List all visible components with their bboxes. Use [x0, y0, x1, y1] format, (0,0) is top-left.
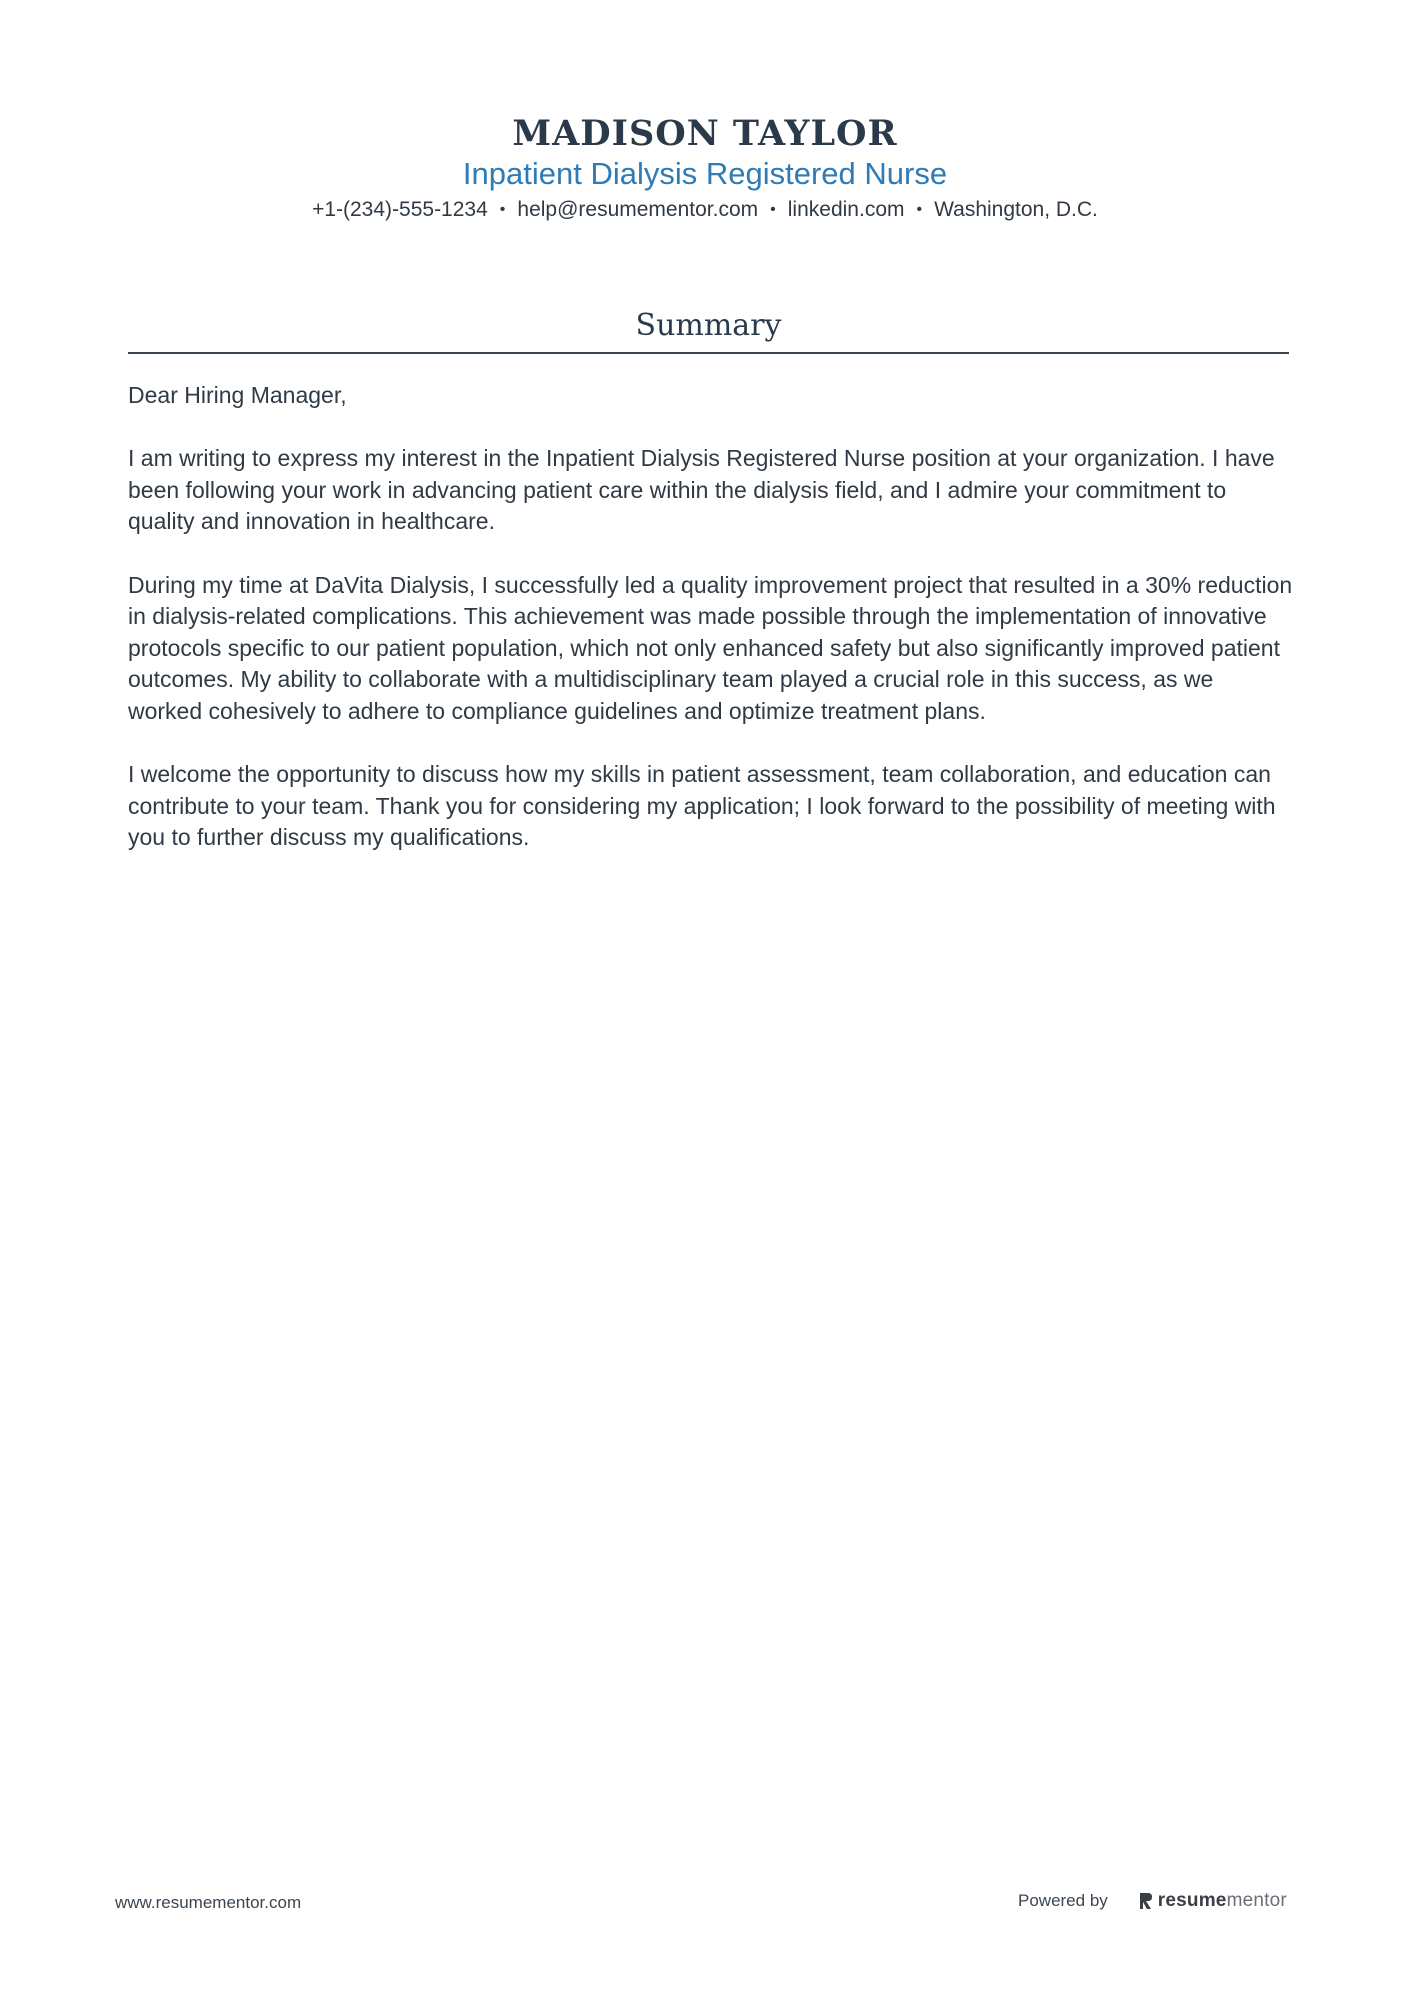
job-title: Inpatient Dialysis Registered Nurse: [462, 156, 948, 191]
contact-location: Washington, D.C.: [934, 198, 1098, 221]
paragraph: During my time at DaVita Dialysis, I successfully led a quality improvement project that resulted in a 30% reduction in dialysis-related complications. This achievement was made possible through the implementation of innovative protocols specific to our patient population, which not only enhanced safety but also significantly improved patient outcomes. My ability to collaborate with a multidisciplinary team played a crucial role in this success, as we worked cohesively to adhere to compliance guidelines and optimize treatment plans.: [128, 571, 1293, 724]
resumementor-logo-icon: [1138, 1891, 1154, 1911]
footer-branding: [1018, 1890, 1287, 1912]
footer-website-link[interactable]: www.resumementor.com: [115, 1893, 302, 1912]
contact-separator: •: [499, 201, 506, 218]
paragraph: I welcome the opportunity to discuss how my skills in patient assessment, team collaboration, and education can contribute to your team. Thank you for considering my application; I look forward to the possibility of meeting with you to further discuss my qualifications.: [128, 761, 1276, 851]
contact-email[interactable]: help@resumementor.com: [517, 198, 759, 221]
section-heading-summary: Summary: [635, 308, 782, 343]
contact-separator: •: [770, 201, 776, 218]
candidate-name: MADISON TAYLOR: [512, 113, 898, 154]
contact-line: [0, 196, 1410, 226]
section-divider: [128, 352, 1289, 354]
logo-wordmark: [1158, 1890, 1287, 1912]
resumementor-logo[interactable]: [1138, 1890, 1287, 1912]
paragraph: I am writing to express my interest in the Inpatient Dialysis Registered Nurse position at your organization. I have been following your work in advancing patient care within the dialysis field, and I admire your commitment to quality and innovation in healthcare.: [128, 445, 1275, 535]
resume-header: [0, 112, 1410, 226]
logo-wordmark-bold: resume: [1157, 1890, 1227, 1911]
contact-separator: •: [916, 201, 923, 218]
cover-letter-body: [128, 380, 1293, 886]
greeting: Dear Hiring Manager,: [128, 382, 347, 408]
contact-linkedin[interactable]: linkedin.com: [787, 198, 905, 221]
powered-by-label: Powered by: [1018, 1891, 1108, 1910]
contact-phone: +1-(234)-555-1234: [312, 198, 488, 221]
logo-wordmark-light: mentor: [1226, 1890, 1287, 1911]
